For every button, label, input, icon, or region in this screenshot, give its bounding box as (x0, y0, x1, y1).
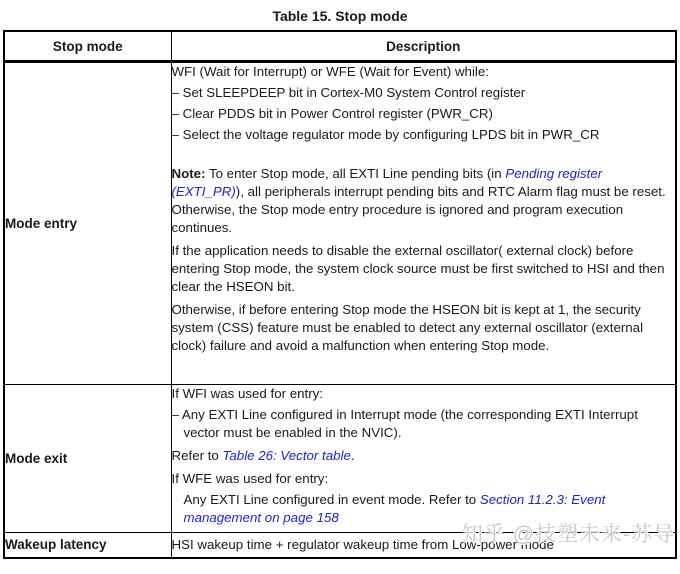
text-run: WFI (Wait for Interrupt) or WFE (Wait for Event) while: (171, 64, 489, 79)
row-description (171, 533, 676, 558)
row-label: Mode entry (4, 62, 171, 385)
table-row-exit (4, 385, 676, 533)
paragraph (172, 63, 676, 81)
text-run: – Set SLEEPDEEP bit in Cortex-M0 System Control register (171, 85, 526, 100)
text-run: If WFI was used for entry: (171, 386, 323, 401)
text-run: To enter Stop mode, all EXTI Line pending bits (in (205, 166, 506, 181)
text-run: Refer to (171, 448, 223, 463)
text-run: If the application needs to disable the external oscillator( external clock) before entering Stop mode, the system clock source must be first switched to HSI and then clear the HSEON bit. (171, 243, 665, 294)
cross-reference-link[interactable]: Section 11.2.3: Event management on page 158 (183, 492, 606, 525)
paragraph (172, 536, 676, 554)
stop-mode-table (3, 30, 677, 559)
text-run: – Clear PDDS bit in Power Control register (PWR_CR) (171, 106, 493, 121)
row-label: Mode exit (4, 385, 171, 533)
text-run: Otherwise, if before entering Stop mode the HSEON bit is kept at 1, the security system (CSS) feature must be enabled to detect any external oscillator (external clock) failure and avoid a malfunction when entering Stop mode. (171, 302, 644, 353)
paragraph (172, 165, 676, 237)
text-run: If WFE was used for entry: (171, 471, 329, 486)
bullet-item (172, 105, 676, 123)
paragraph (172, 447, 676, 465)
paragraph (172, 385, 676, 403)
text-run: HSI wakeup time + regulator wakeup time from Low-power mode (171, 536, 554, 552)
table-title: Table 15. Stop mode (272, 8, 408, 24)
bullet-item (172, 406, 676, 442)
paragraph (172, 491, 676, 527)
row-description (171, 62, 676, 385)
text-run: Note: (171, 166, 206, 181)
row-description (171, 385, 676, 533)
text-run: ), all peripherals interrupt pending bits and RTC Alarm flag must be reset. Otherwise, the Stop mode entry procedure is ignored and program execution continues. (171, 184, 666, 235)
cross-reference-link[interactable]: Table 26: Vector table (222, 448, 351, 463)
table-row-wakeup (4, 533, 676, 558)
text-run: – Select the voltage regulator mode by configuring LPDS bit in PWR_CR (171, 127, 600, 142)
header-description: Description (171, 31, 676, 62)
text-run: – Any EXTI Line configured in Interrupt mode (the corresponding EXTI Interrupt vector must be enabled in the NVIC). (171, 407, 638, 440)
table-row-entry (4, 62, 676, 385)
paragraph (172, 470, 676, 488)
cross-reference-link[interactable]: Pending register (EXTI_PR) (171, 166, 603, 199)
paragraph (172, 301, 676, 355)
header-row (4, 31, 676, 62)
paragraph (172, 242, 676, 296)
header-stop-mode: Stop mode (4, 31, 171, 62)
text-run: Any EXTI Line configured in event mode. Refer to (183, 492, 480, 507)
bullet-item (172, 126, 676, 144)
blank-line (172, 144, 676, 162)
bullet-item (172, 84, 676, 102)
watermark: 知乎 @技塑未来-苏导 (461, 523, 675, 546)
text-run: . (350, 448, 355, 463)
row-label: Wakeup latency (4, 533, 171, 558)
